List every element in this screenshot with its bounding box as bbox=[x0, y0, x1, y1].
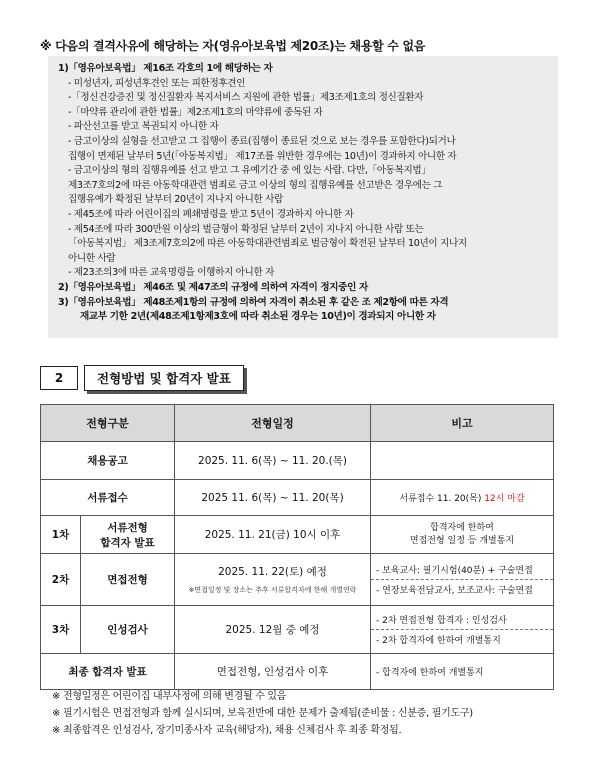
row-label: 채용공고 bbox=[41, 442, 175, 480]
disq-item-1-sub: 「아동복지법」 제3조제7호의2에 따른 아동학대관련범죄로 벌금형이 확전된 날부터 10년이 지나지 bbox=[68, 238, 467, 250]
disq-item-1-sub: -「정신건강증진 및 정신질환자 복지서비스 지원에 관한 법률」제3조제1호의 정신질환자 bbox=[68, 92, 424, 104]
section-header bbox=[40, 364, 244, 391]
stage-label: 2차 bbox=[41, 554, 81, 606]
stage-label: 3차 bbox=[41, 606, 81, 654]
disq-item-1-sub: - 제23조의3에 따른 교육명령을 이행하지 아니한 자 bbox=[68, 267, 275, 279]
table-row bbox=[41, 480, 554, 516]
row-remark bbox=[371, 480, 554, 516]
disq-item-1-sub: 아니한 사람 bbox=[68, 252, 116, 264]
table-row bbox=[41, 606, 554, 654]
disq-item-2: 2)「영유아보육법」 제46조 및 제47조의 규정에 의하여 자격이 정지중인 자 bbox=[58, 281, 368, 293]
remark-line: 면접전형 일정 등 개별통지 bbox=[409, 535, 515, 546]
section-title: 전형방법 및 합격자 발표 bbox=[84, 365, 244, 391]
remark-line: - 2차 합격자에 한하여 개별통지 bbox=[371, 629, 553, 649]
note-line: ※ 최종합격은 인성검사, 장기미종사자 교육(해당자), 채용 신체검사 후 최종 확정됨. bbox=[52, 725, 402, 736]
disq-item-1-sub: - 제54조에 따라 300만원 이상의 벌금형이 확정된 날부터 2년이 지나지 아니한 사람 또는 bbox=[68, 223, 424, 235]
row-label: 최종 합격자 발표 bbox=[41, 654, 175, 690]
disq-item-1-sub: - 금고이상의 실형을 선고받고 그 집행이 종료(집행이 종료된 것으로 보는 경우를 포함한다)되거나 bbox=[68, 135, 456, 147]
row-schedule: 2025. 11. 6(목) ~ 11. 20.(목) bbox=[175, 442, 371, 480]
row-schedule bbox=[175, 554, 371, 606]
remark-line: - 보육교사: 필기시험(40분) + 구술면접 bbox=[376, 566, 533, 576]
remark-line: - 2차 면접전형 합격자 : 인성검사 bbox=[376, 616, 507, 626]
note-line: ※ 전형일정은 어린이집 내부사정에 의해 변경될 수 있음 bbox=[52, 691, 287, 702]
disq-item-1-sub: - 미성년자, 피성년후견인 또는 피한정후견인 bbox=[68, 77, 246, 89]
disq-item-1-sub: -「마약류 관리에 관한 법률」제2조제1호의 마약류에 중독된 자 bbox=[68, 106, 323, 118]
note-line: ※ 필기시험은 면접전형과 함께 실시되며, 보육전반에 대한 문제가 출제됨(준비물 : 신분증, 필기도구) bbox=[52, 708, 473, 719]
deadline-highlight: 12시 마감 bbox=[484, 494, 525, 504]
row-label-line: 서류전형 bbox=[107, 521, 148, 534]
row-label: 인성검사 bbox=[81, 606, 175, 654]
schedule-text: 2025. 11. 22(토) 예정 bbox=[218, 566, 327, 578]
section-number: 2 bbox=[40, 366, 78, 390]
row-label bbox=[81, 516, 175, 554]
table-row bbox=[41, 516, 554, 554]
remark-text: 서류접수 11. 20(목) bbox=[399, 494, 485, 504]
row-remark bbox=[371, 606, 554, 654]
remark-line: - 합격자에 한하여 개별통지 bbox=[376, 668, 484, 678]
remark-line: - 연장보육전담교사, 보조교사: 구술면접 bbox=[371, 579, 553, 599]
disqualification-heading: ※ 다음의 결격사유에 해당하는 자(영유아보육법 제20조)는 채용할 수 없음 bbox=[40, 39, 426, 53]
row-schedule: 2025. 12월 중 예정 bbox=[175, 606, 371, 654]
schedule-note: ※면접일정 및 장소는 추후 서류합격자에 한해 개별연락 bbox=[188, 586, 357, 594]
disq-item-1-sub: 집행이 면제된 날부터 5년(「아동복지법」 제17조를 위반한 경우에는 10년)이 경과하지 아니한 자 bbox=[68, 150, 457, 162]
disq-item-1-sub: 제3조7호의2에 따른 아동학대관련 범죄로 금고 이상의 형의 집행유예를 선고받은 경우에는 그 bbox=[68, 179, 443, 191]
disq-item-1-sub: - 제45조에 따라 어린이집의 폐쇄명령을 받고 5년이 경과하지 아니한 자 bbox=[68, 208, 354, 220]
remark-line: 합격자에 한하여 bbox=[430, 522, 494, 533]
row-schedule: 2025 11. 6(목) ~ 11. 20(목) bbox=[175, 480, 371, 516]
notes bbox=[52, 688, 473, 739]
disq-item-1: 1)「영유아보육법」 제16조 각호의 1에 해당하는 자 bbox=[58, 63, 273, 74]
schedule-table bbox=[40, 404, 554, 690]
disq-item-3: 3)「영유아보육법」 제48조제1항의 규정에 의하여 자격이 취소된 후 같은 조 제2항에 따른 자격 bbox=[58, 296, 449, 308]
table-header-row bbox=[41, 405, 554, 442]
table-row bbox=[41, 442, 554, 480]
disq-item-1-sub: - 파산선고를 받고 복권되지 아니한 자 bbox=[68, 121, 219, 133]
row-remark bbox=[371, 554, 554, 606]
row-remark bbox=[371, 516, 554, 554]
row-remark bbox=[371, 654, 554, 690]
header-remarks: 비고 bbox=[371, 405, 554, 442]
row-remark bbox=[371, 442, 554, 480]
stage-label: 1차 bbox=[41, 516, 81, 554]
header-category: 전형구분 bbox=[41, 405, 175, 442]
row-schedule: 면접전형, 인성검사 이후 bbox=[175, 654, 371, 690]
row-label-line: 합격자 발표 bbox=[100, 536, 155, 549]
row-label: 면접전형 bbox=[81, 554, 175, 606]
table-row bbox=[41, 554, 554, 606]
disq-item-3-cont: 재교부 기한 2년(제48조제1항제3호에 따라 취소된 경우는 10년)이 경과되지 아니한 자 bbox=[80, 311, 436, 323]
row-schedule: 2025. 11. 21(금) 10시 이후 bbox=[175, 516, 371, 554]
row-label: 서류접수 bbox=[41, 480, 175, 516]
disqualification-box bbox=[48, 56, 558, 338]
table-row bbox=[41, 654, 554, 690]
disq-item-1-sub: 집행유예가 확정된 날부터 20년이 지나지 아니한 사람 bbox=[68, 194, 283, 206]
header-schedule: 전형일정 bbox=[175, 405, 371, 442]
disq-item-1-sub: - 금고이상의 형의 집행유예를 선고 받고 그 유예기간 중 에 있는 사람. 다만,「아동복지법」 bbox=[68, 165, 431, 177]
